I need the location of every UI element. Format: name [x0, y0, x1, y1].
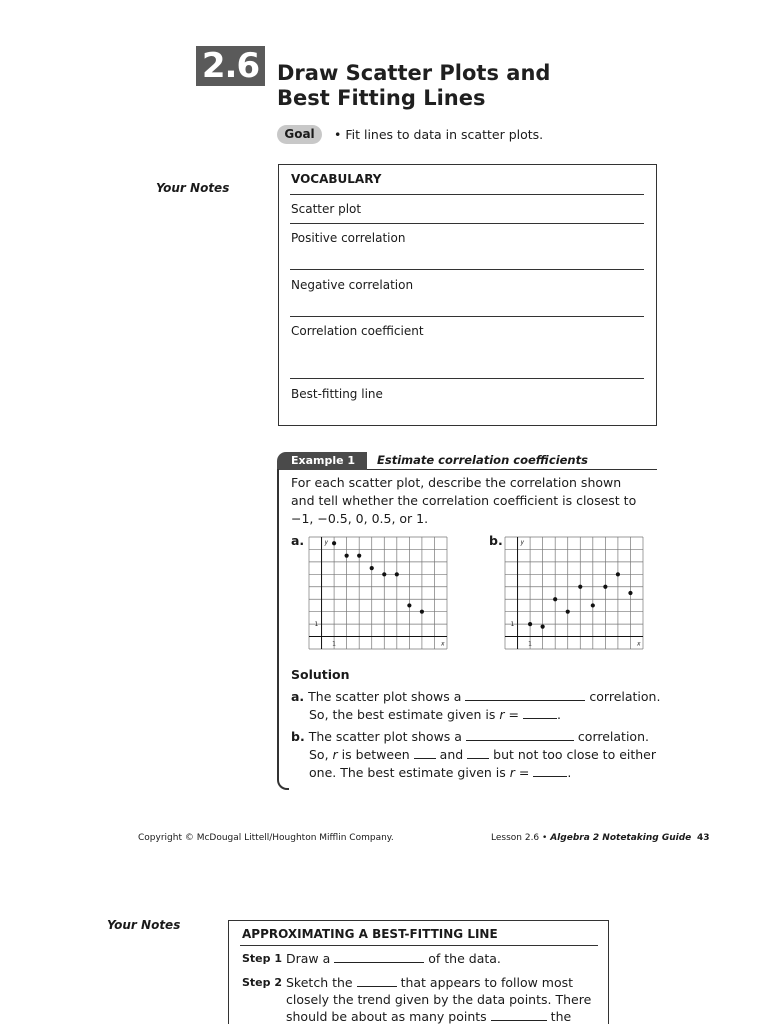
vocab-term-best-fitting-line: Best-fitting line	[291, 387, 383, 401]
solution-b-letter: b.	[291, 729, 305, 744]
solution-b-text: The scatter plot shows a	[308, 729, 462, 744]
footer-bullet: •	[542, 833, 548, 843]
solution-b-text: but not too close to either	[493, 747, 657, 762]
solution-a-text: The scatter plot shows a	[308, 689, 462, 704]
period: .	[556, 707, 561, 722]
step-2-line-1	[286, 974, 573, 992]
scatter-plot-b	[502, 534, 646, 652]
data-point	[407, 603, 411, 607]
x-axis-label: x	[441, 640, 445, 648]
example-prompt-line-1: For each scatter plot, describe the correlation shown	[291, 475, 622, 490]
step-2-line-3-post: the	[550, 1009, 572, 1024]
goal-badge: Goal	[277, 125, 322, 144]
data-point	[395, 572, 399, 576]
equals-sign: =	[518, 765, 530, 780]
solution-b-text: one. The best estimate given is	[309, 765, 506, 780]
vocab-divider	[290, 316, 644, 317]
vocab-term-positive-correlation: Positive correlation	[291, 231, 406, 245]
step-2-line-3	[286, 1008, 571, 1024]
vocabulary-heading: VOCABULARY	[291, 172, 382, 186]
data-point	[591, 603, 595, 607]
grid	[505, 537, 643, 649]
vocab-term-negative-correlation: Negative correlation	[291, 278, 414, 292]
scatter-plot-a	[306, 534, 450, 652]
step-2-line-2: closely the trend given by the data points. There	[286, 992, 592, 1007]
solution-b-line-1	[291, 728, 649, 746]
answer-blank[interactable]	[357, 975, 397, 987]
vocab-divider	[290, 194, 644, 195]
lesson-title-line-1: Draw Scatter Plots and	[277, 61, 551, 85]
vocab-divider	[290, 269, 644, 270]
data-point	[370, 566, 374, 570]
solution-b-line-2	[309, 746, 656, 764]
answer-blank[interactable]	[467, 747, 489, 759]
data-point	[578, 585, 582, 589]
solution-a-line-1	[291, 688, 660, 706]
step-2-pre: Sketch the	[286, 975, 353, 990]
answer-blank[interactable]	[533, 765, 567, 777]
vocab-term-scatter-plot: Scatter plot	[291, 202, 362, 216]
example-bracket	[277, 469, 289, 790]
vocab-divider	[290, 223, 644, 224]
vocab-divider	[290, 378, 644, 379]
footer-lesson-ref: Lesson 2.6	[491, 833, 540, 843]
solution-b-text: and	[439, 747, 464, 762]
y-tick-label: 1	[510, 621, 515, 629]
example-prompt-line-2: and tell whether the correlation coefficient is closest to	[291, 493, 637, 508]
data-point	[628, 591, 632, 595]
data-point	[616, 572, 620, 576]
step-1-label: Step 1	[242, 952, 282, 965]
step-1-text	[286, 950, 501, 968]
solution-b-text: is between	[341, 747, 410, 762]
x-tick-label: 1	[332, 640, 336, 648]
data-point	[332, 541, 336, 545]
r-symbol: r	[332, 747, 338, 762]
example-tab: Example 1	[277, 452, 367, 470]
step-2-label: Step 2	[242, 976, 282, 989]
footer-guide-title: Algebra 2 Notetaking Guide	[550, 833, 692, 843]
x-tick-label: 1	[528, 640, 532, 648]
answer-blank[interactable]	[466, 729, 574, 741]
example-rule	[367, 469, 657, 470]
solution-a-letter: a.	[291, 689, 305, 704]
data-point	[566, 610, 570, 614]
data-point	[528, 622, 532, 626]
axes	[505, 537, 643, 649]
answer-blank[interactable]	[465, 689, 585, 701]
your-notes-label: Your Notes	[156, 181, 230, 195]
solution-heading: Solution	[291, 667, 350, 682]
y-tick-label: 1	[314, 621, 319, 629]
page-number: 43	[697, 833, 710, 843]
solution-a-text: So, the best estimate given is	[309, 707, 496, 722]
data-point	[553, 597, 557, 601]
data-point	[541, 625, 545, 629]
answer-blank[interactable]	[491, 1009, 547, 1021]
data-point	[357, 554, 361, 558]
y-axis-label: y	[324, 539, 329, 546]
axes	[309, 537, 447, 649]
step-1-pre: Draw a	[286, 951, 331, 966]
step-2-line-3-pre: should be about as many points	[286, 1009, 487, 1024]
copyright-text: Copyright © McDougal Littell/Houghton Mifflin Company.	[138, 833, 394, 843]
y-axis-label: y	[520, 539, 525, 546]
r-symbol: r	[509, 765, 515, 780]
grid	[309, 537, 447, 649]
solution-b-text: correlation.	[577, 729, 649, 744]
data-points	[332, 541, 424, 614]
r-symbol: r	[499, 707, 505, 722]
goal-text: • Fit lines to data in scatter plots.	[334, 127, 544, 142]
plot-label-b: b.	[489, 533, 503, 548]
step-1-post: of the data.	[428, 951, 501, 966]
example-prompt-line-3: −1, −0.5, 0, 0.5, or 1.	[291, 511, 429, 526]
lesson-number: 2.6	[196, 46, 265, 86]
x-axis-label: x	[637, 640, 641, 648]
step-2-post: that appears to follow most	[400, 975, 574, 990]
data-point	[603, 585, 607, 589]
your-notes-label: Your Notes	[107, 918, 181, 932]
answer-blank[interactable]	[334, 951, 424, 963]
solution-a-line-2	[309, 706, 561, 724]
vocab-term-correlation-coefficient: Correlation coefficient	[291, 324, 424, 338]
solution-b-text: So,	[309, 747, 329, 762]
equals-sign: =	[508, 707, 519, 722]
data-point	[420, 610, 424, 614]
footer-lesson-info	[491, 833, 710, 843]
plot-label-a: a.	[291, 533, 305, 548]
solution-b-line-3	[309, 764, 571, 782]
data-point	[382, 572, 386, 576]
approximating-heading: APPROXIMATING A BEST-FITTING LINE	[242, 927, 498, 941]
solution-a-text: correlation.	[589, 689, 661, 704]
lesson-title-line-2: Best Fitting Lines	[277, 86, 486, 110]
answer-blank[interactable]	[414, 747, 436, 759]
answer-blank[interactable]	[523, 707, 557, 719]
period: .	[567, 765, 572, 780]
data-point	[345, 554, 349, 558]
approximating-divider	[240, 945, 598, 946]
example-title: Estimate correlation coefficients	[377, 453, 588, 467]
